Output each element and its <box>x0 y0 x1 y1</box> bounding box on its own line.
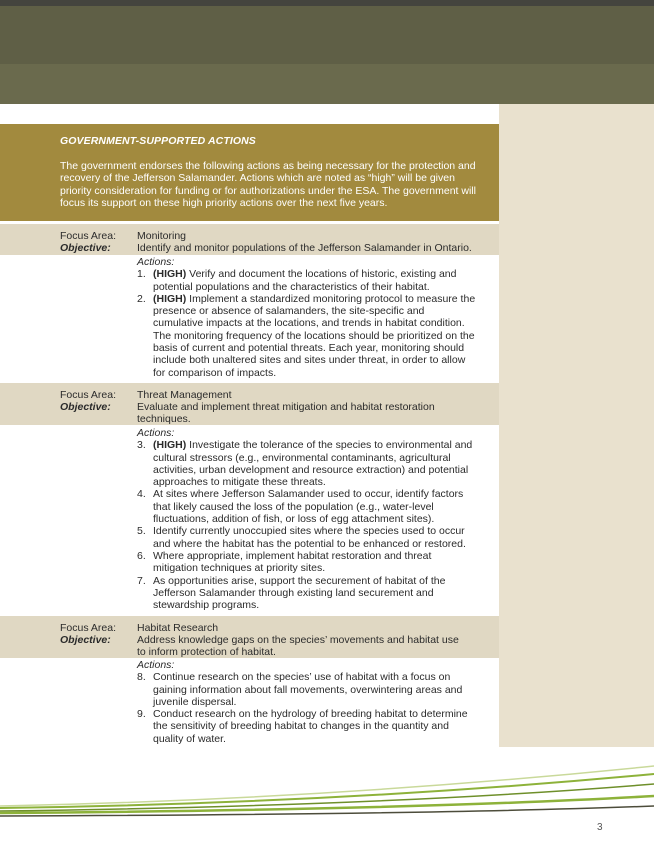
action-item <box>137 671 477 708</box>
focus-area-value: Habitat Research <box>137 622 219 634</box>
actions-block-monitoring <box>137 256 477 379</box>
action-item <box>137 575 477 612</box>
focus-row-habitat-research <box>0 616 499 658</box>
focus-area-label: Focus Area: <box>60 389 117 401</box>
actions-list <box>137 268 477 379</box>
actions-list <box>137 439 477 611</box>
action-text: Implement a standardized monitoring protocol to measure the presence or absence of salamanders, the site-specific and cumulative impacts at the locations, and trends in habitat condition. The monitoring frequency of the locations should be prioritized on the basis of current and potential threats. Each year, monitoring should include both unaltered sites and sites under threat, in order to allow for comparison of impacts. <box>153 292 476 379</box>
header-band-bottom <box>0 64 654 104</box>
action-text: Conduct research on the hydrology of breeding habitat to determine the sensitivity of breeding habitat to changes in the quantity and quality of water. <box>153 708 468 745</box>
focus-area-label: Focus Area: <box>60 622 117 634</box>
action-number: 3. <box>137 439 146 452</box>
action-item <box>137 525 477 550</box>
focus-area-label: Focus Area: <box>60 230 117 242</box>
intro-paragraph: The government endorses the following actions as being necessary for the protection and recovery of the Jefferson Salamander. Actions which are noted as “high” will be given priority consideration for funding or for authorizations under the ESA. The government will focus its support on these high priority actions over the next five years. <box>60 160 476 209</box>
objective-label: Objective: <box>60 401 111 413</box>
action-number: 2. <box>137 292 146 305</box>
right-sidebar <box>499 104 654 747</box>
focus-row-monitoring <box>0 224 499 255</box>
action-number: 9. <box>137 708 146 721</box>
focus-area-value: Monitoring <box>137 230 187 242</box>
action-item <box>137 293 477 379</box>
section-heading: GOVERNMENT-SUPPORTED ACTIONS <box>60 135 256 147</box>
action-item <box>137 439 477 488</box>
action-text: At sites where Jefferson Salamander used to occur, identify factors that likely caused the loss of the population (e.g., water-level fluctuations, addition of fish, or loss of egg attachment sites). <box>153 488 464 526</box>
high-priority-tag: (HIGH) <box>153 292 187 305</box>
action-number: 8. <box>137 671 146 684</box>
objective-value: Identify and monitor populations of the Jefferson Salamander in Ontario. <box>137 242 472 254</box>
actions-heading: Actions: <box>137 256 175 268</box>
action-text: Continue research on the species’ use of habitat with a focus on gaining information about fall movements, overwintering areas and juvenile dispersal. <box>153 671 463 708</box>
action-number: 1. <box>137 268 146 281</box>
action-number: 7. <box>137 574 146 587</box>
action-text: Identify currently unoccupied sites where the species used to occur and where the habitat has the potential to be enhanced or restored. <box>153 525 466 550</box>
high-priority-tag: (HIGH) <box>153 268 187 281</box>
government-actions-box <box>0 124 499 221</box>
decorative-swoosh <box>0 760 654 822</box>
objective-label: Objective: <box>60 242 111 254</box>
actions-block-threat-management <box>137 427 477 611</box>
action-text: Where appropriate, implement habitat restoration and threat mitigation techniques at priority sites. <box>153 549 432 575</box>
focus-area-value: Threat Management <box>137 389 232 401</box>
action-item <box>137 550 477 575</box>
action-text: Verify and document the locations of historic, existing and potential populations and the characteristics of their habitat. <box>153 268 457 293</box>
focus-row-threat-management <box>0 383 499 425</box>
actions-block-habitat-research <box>137 659 477 745</box>
action-number: 6. <box>137 549 146 562</box>
action-item <box>137 708 477 745</box>
actions-list <box>137 671 477 745</box>
action-item <box>137 268 477 293</box>
action-text: Investigate the tolerance of the species to environmental and cultural stressors (e.g., environmental contaminants, agricultural activities, urban development and resource extraction) and potential approaches to mitigate these threats. <box>153 439 473 489</box>
actions-heading: Actions: <box>137 427 175 439</box>
high-priority-tag: (HIGH) <box>153 439 187 452</box>
objective-value: Address knowledge gaps on the species’ movements and habitat use to inform protection of habitat. <box>137 634 459 659</box>
action-text: As opportunities arise, support the securement of habitat of the Jefferson Salamander through existing land securement and stewardship programs. <box>153 574 446 612</box>
action-number: 5. <box>137 525 146 538</box>
objective-value: Evaluate and implement threat mitigation and habitat restoration techniques. <box>137 401 435 426</box>
action-item <box>137 488 477 525</box>
header-band-top <box>0 6 654 64</box>
actions-heading: Actions: <box>137 659 175 671</box>
action-number: 4. <box>137 488 146 501</box>
objective-label: Objective: <box>60 634 111 646</box>
page-number: 3 <box>597 822 603 833</box>
